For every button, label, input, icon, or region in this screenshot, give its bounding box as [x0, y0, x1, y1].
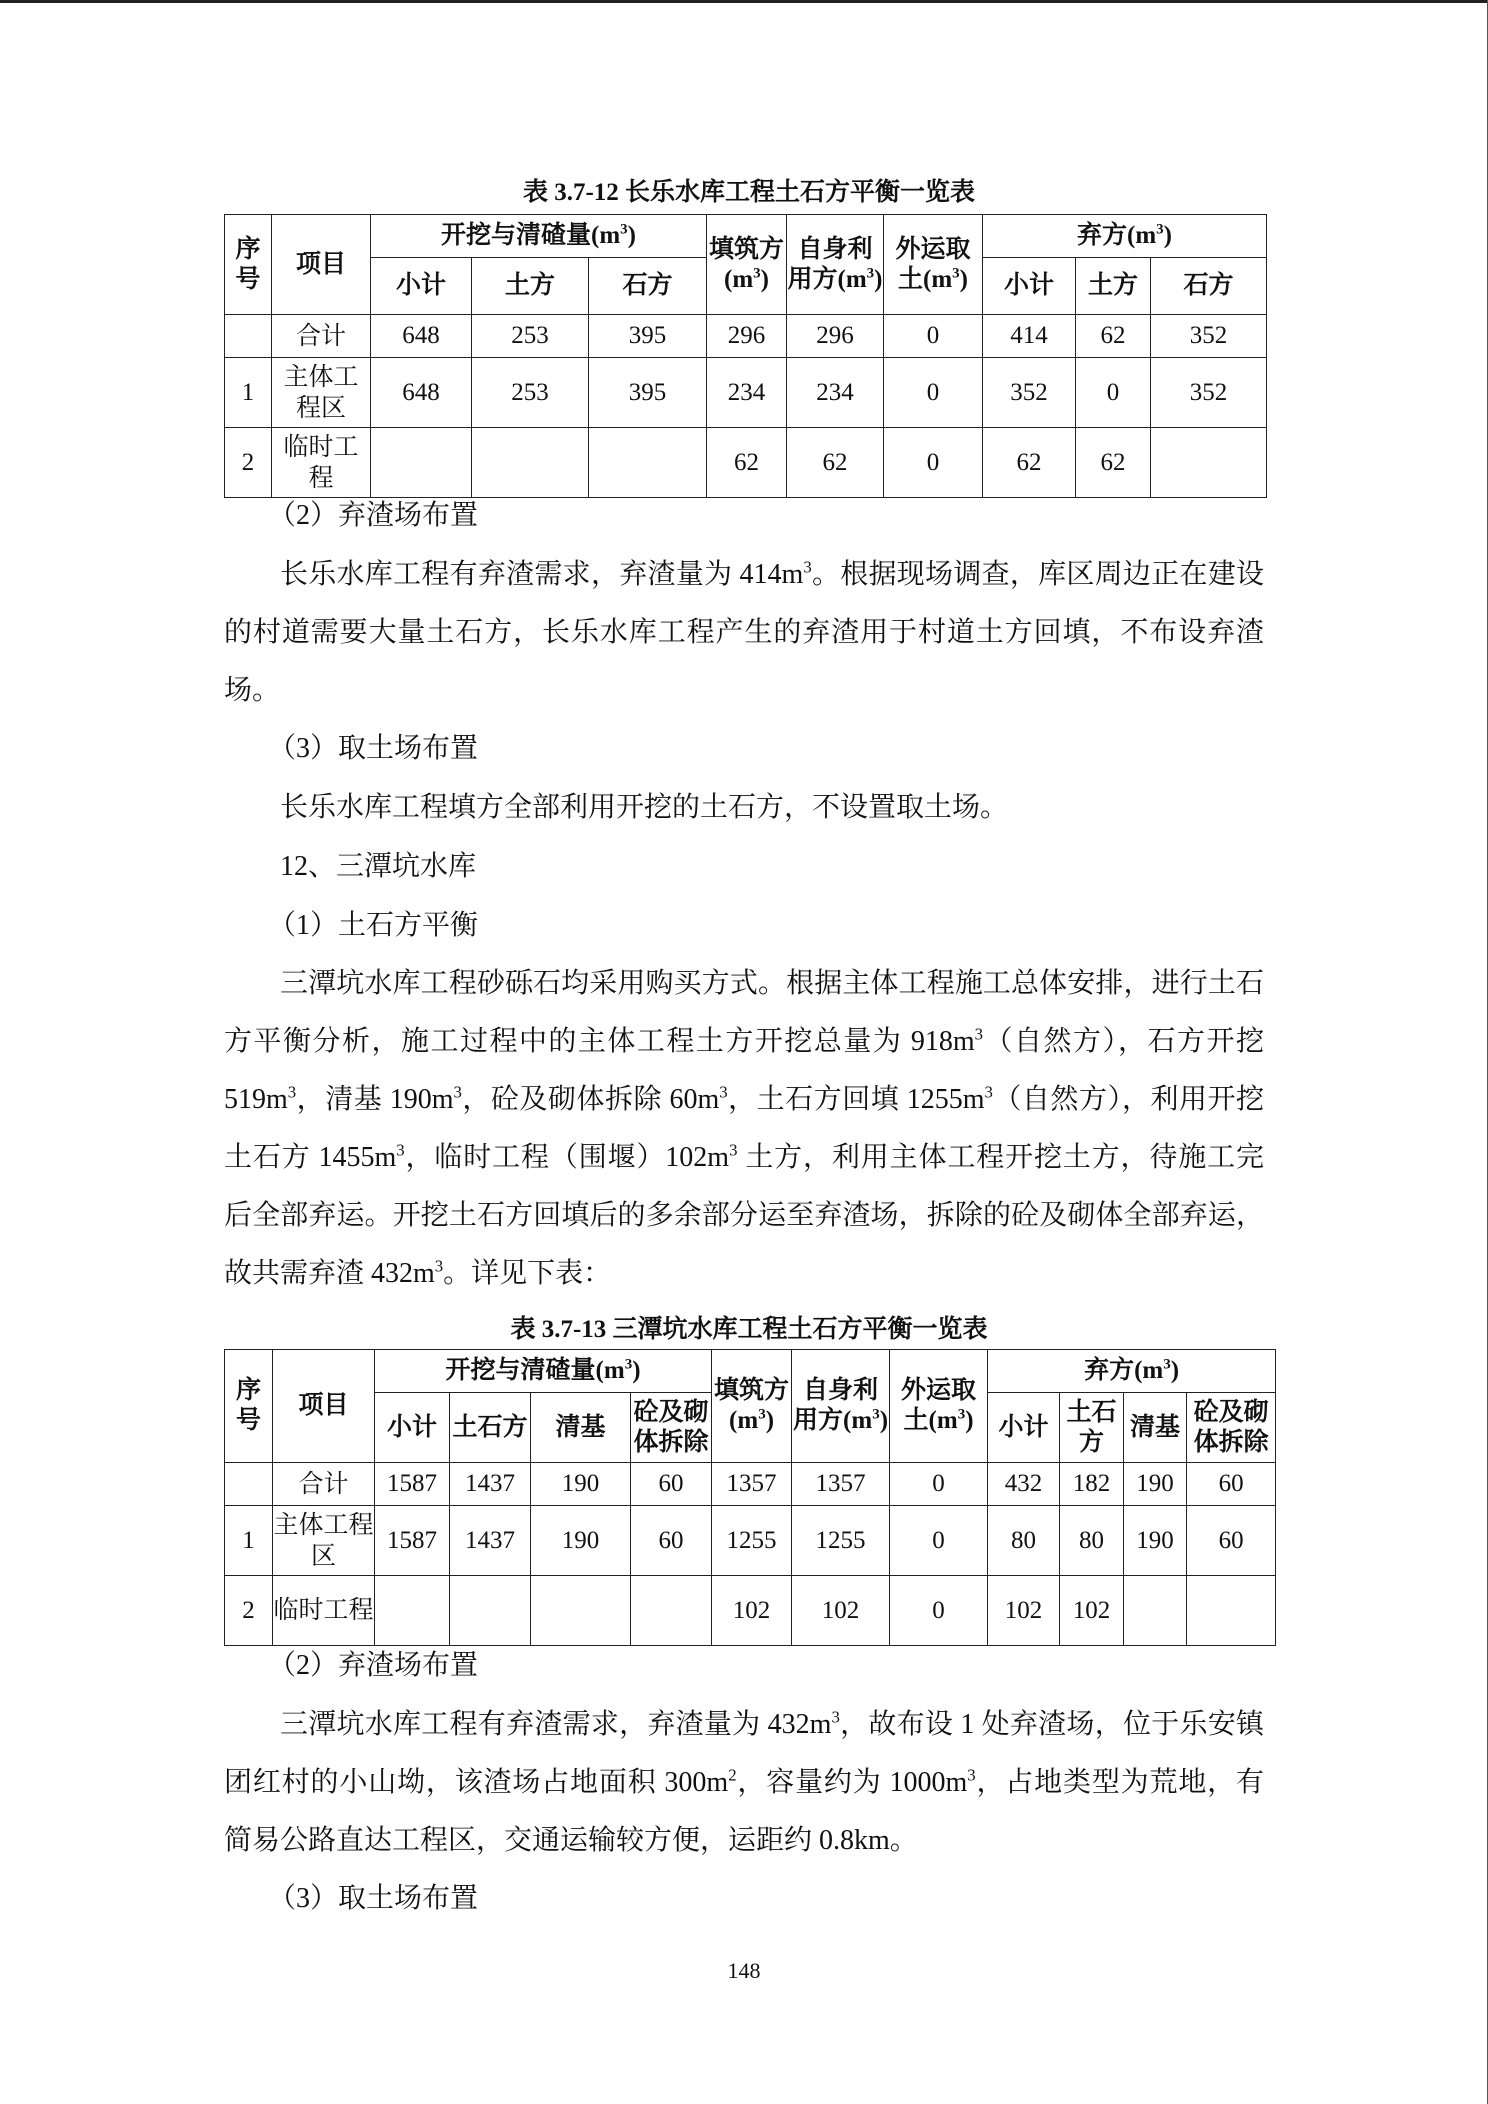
cell-fill: 1357	[712, 1463, 792, 1506]
table-row	[225, 358, 1267, 428]
table2-header-item: 项目	[273, 1350, 375, 1463]
cell-exc-total: 648	[371, 315, 472, 358]
table2-subheader-exc-earthrock: 土石方	[450, 1393, 531, 1463]
cell-exc-earthrock	[450, 1576, 531, 1646]
cell-waste-earthrock: 182	[1060, 1463, 1124, 1506]
table2-header-import: 外运取土$(m^3)$	[890, 1350, 988, 1463]
table2-subheader-waste-earthrock: 土石方	[1060, 1393, 1124, 1463]
table2-subheader-exc-demolition: 砼及砌体拆除	[631, 1393, 712, 1463]
table1-subheader-exc-earth: 土方	[472, 258, 589, 315]
heading-earthwork-balance: （1）土石方平衡	[268, 910, 479, 941]
cell-waste-total: 102	[988, 1576, 1060, 1646]
table2-subheader-exc-clear: 清基	[531, 1393, 631, 1463]
cell-self-use: 1357	[792, 1463, 890, 1506]
cell-import: 0	[890, 1506, 988, 1576]
cell-seq: 2	[225, 428, 272, 498]
cell-exc-earth: 253	[472, 315, 589, 358]
cell-waste-earth: 0	[1076, 358, 1151, 428]
cell-exc-demolition: 60	[631, 1463, 712, 1506]
cell-waste-total: 432	[988, 1463, 1060, 1506]
cell-exc-total: 648	[371, 358, 472, 428]
cell-item: 临时工程	[272, 428, 371, 498]
cell-import: 0	[890, 1463, 988, 1506]
cell-waste-earthrock: 80	[1060, 1506, 1124, 1576]
cell-exc-total	[375, 1576, 450, 1646]
table1-header-item: 项目	[272, 215, 371, 315]
cell-fill: 296	[707, 315, 787, 358]
cell-exc-clear	[531, 1576, 631, 1646]
cell-exc-demolition	[631, 1576, 712, 1646]
cell-exc-earthrock: 1437	[450, 1506, 531, 1576]
table2-subheader-exc-total: 小计	[375, 1393, 450, 1463]
table1-header-waste: 弃方$(m^3)$	[983, 215, 1267, 258]
cell-exc-clear: 190	[531, 1463, 631, 1506]
table1-header-self-use: 自身利用方$(m^3)$	[787, 215, 884, 315]
table2-header-seq: 序号	[225, 1350, 273, 1463]
cell-fill: 102	[712, 1576, 792, 1646]
table1-subheader-waste-total: 小计	[983, 258, 1076, 315]
table2	[224, 1349, 1276, 1646]
table-row	[225, 1506, 1276, 1576]
cell-exc-clear: 190	[531, 1506, 631, 1576]
table-row	[225, 1576, 1276, 1646]
cell-waste-total: 80	[988, 1506, 1060, 1576]
paragraph-borrow-site-a: 长乐水库工程填方全部利用开挖的土石方，不设置取土场。	[280, 792, 1009, 823]
table2-header-waste: 弃方$(m^3)$	[988, 1350, 1276, 1393]
cell-self-use: 234	[787, 358, 884, 428]
table1-subheader-waste-earth: 土方	[1076, 258, 1151, 315]
paragraph-earthwork-balance: 三潭坑水库工程砂砾石均采用购买方式。根据主体工程施工总体安排，进行土石方平衡分析，施工过程中的主体工程土方开挖总量为 $918m^3$（自然方），石方开挖 $519m^3$，清基 $190m^3$，砼及砌体拆除 $60m^3$，土石方回填 $1255m^3$（自然方），利用开挖土石方 $1455m^3$，临时工程（围堰）$102m^3$ 土方，利用主体工程开挖土方，待施工完后全部弃运。开挖土石方回填后的多余部分运至弃渣场，拆除的砼及砌体全部弃运，故共需弃渣 $432m^3$。详见下表：	[224, 968, 1265, 1289]
cell-import: 0	[884, 315, 983, 358]
table1-header-fill: 填筑方$(m^3)$	[707, 215, 787, 315]
table1-header-import: 外运取土$(m^3)$	[884, 215, 983, 315]
paragraph-spoil-site-c: 三潭坑水库工程有弃渣需求，弃渣量为 $432m^3$，故布设 1 处弃渣场，位于乐安镇团红村的小山坳，该渣场占地面积 $300m^2$，容量约为 $1000m^3$，占地类型为荒地，有简易公路直达工程区，交通运输较方便，运距约 0.8km。	[224, 1707, 1265, 1856]
table1-subheader-exc-rock: 石方	[589, 258, 707, 315]
cell-import: 0	[890, 1576, 988, 1646]
table2-subheader-waste-clear: 清基	[1124, 1393, 1187, 1463]
cell-waste-total: 62	[983, 428, 1076, 498]
table2-header-excavation: 开挖与清碴量$(m^3)$	[375, 1350, 712, 1393]
cell-waste-clear: 190	[1124, 1463, 1187, 1506]
cell-exc-rock: 395	[589, 315, 707, 358]
paragraph-spoil-site-a: 长乐水库工程有弃渣需求，弃渣量为 $414m^3$。根据现场调查，库区周边正在建设的村道需要大量土石方，长乐水库工程产生的弃渣用于村道土方回填，不布设弃渣场。	[224, 557, 1264, 706]
table1-header-row	[225, 215, 1267, 258]
cell-waste-earth: 62	[1076, 428, 1151, 498]
table1-header-excavation: 开挖与清碴量$(m^3)$	[371, 215, 707, 258]
cell-exc-earth: 253	[472, 358, 589, 428]
cell-waste-total: 414	[983, 315, 1076, 358]
cell-import: 0	[884, 428, 983, 498]
cell-waste-earth: 62	[1076, 315, 1151, 358]
cell-self-use: 1255	[792, 1506, 890, 1576]
heading-spoil-site-c: （2）弃渣场布置	[268, 1650, 479, 1681]
table2-subheader-waste-total: 小计	[988, 1393, 1060, 1463]
cell-exc-earthrock: 1437	[450, 1463, 531, 1506]
cell-waste-clear	[1124, 1576, 1187, 1646]
cell-waste-earthrock: 102	[1060, 1576, 1124, 1646]
table2-header-fill: 填筑方$(m^3)$	[712, 1350, 792, 1463]
cell-seq	[225, 1463, 273, 1506]
cell-exc-demolition: 60	[631, 1506, 712, 1576]
cell-waste-demolition	[1187, 1576, 1276, 1646]
table1-caption: 表 3.7-12 长乐水库工程土石方平衡一览表	[522, 179, 976, 206]
table-row	[225, 1463, 1276, 1506]
cell-exc-rock: 395	[589, 358, 707, 428]
cell-fill: 234	[707, 358, 787, 428]
cell-fill: 1255	[712, 1506, 792, 1576]
cell-item: 合计	[273, 1463, 375, 1506]
cell-seq: 2	[225, 1576, 273, 1646]
cell-seq	[225, 315, 272, 358]
cell-exc-total: 1587	[375, 1506, 450, 1576]
section-title-santankeng: 12、三潭坑水库	[280, 851, 477, 882]
heading-borrow-site-a: （3）取土场布置	[268, 733, 479, 764]
cell-self-use: 62	[787, 428, 884, 498]
table1	[224, 214, 1267, 498]
cell-import: 0	[884, 358, 983, 428]
cell-item: 主体工程区	[272, 358, 371, 428]
cell-seq: 1	[225, 358, 272, 428]
cell-exc-total: 1587	[375, 1463, 450, 1506]
table2-caption: 表 3.7-13 三潭坑水库工程土石方平衡一览表	[510, 1316, 988, 1343]
cell-waste-rock: 352	[1151, 358, 1267, 428]
cell-waste-demolition: 60	[1187, 1463, 1276, 1506]
cell-item: 临时工程	[273, 1576, 375, 1646]
heading-spoil-site-a: （2）弃渣场布置	[268, 500, 479, 531]
cell-self-use: 102	[792, 1576, 890, 1646]
table2-subheader-waste-demolition: 砼及砌体拆除	[1187, 1393, 1276, 1463]
table1-header-seq: 序号	[225, 215, 272, 315]
table1-subheader-exc-total: 小计	[371, 258, 472, 315]
cell-self-use: 296	[787, 315, 884, 358]
cell-waste-total: 352	[983, 358, 1076, 428]
page-number: 148	[727, 1958, 761, 1983]
cell-seq: 1	[225, 1506, 273, 1576]
table1-subheader-waste-rock: 石方	[1151, 258, 1267, 315]
table2-header-self-use: 自身利用方$(m^3)$	[792, 1350, 890, 1463]
heading-borrow-site-c: （3）取土场布置	[268, 1883, 479, 1914]
cell-item: 主体工程区	[273, 1506, 375, 1576]
cell-waste-clear: 190	[1124, 1506, 1187, 1576]
cell-waste-demolition: 60	[1187, 1506, 1276, 1576]
cell-waste-rock: 352	[1151, 315, 1267, 358]
table2-header-row	[225, 1350, 1276, 1393]
table-row	[225, 315, 1267, 358]
cell-fill: 62	[707, 428, 787, 498]
page-top-border	[0, 0, 1488, 3]
cell-item: 合计	[272, 315, 371, 358]
